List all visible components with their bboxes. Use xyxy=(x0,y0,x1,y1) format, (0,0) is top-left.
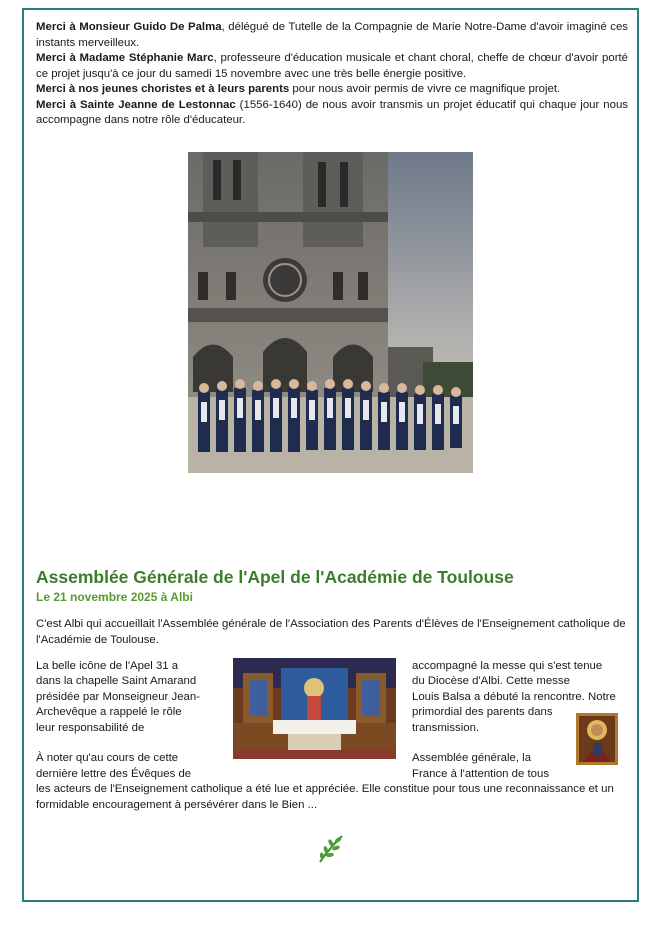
thanks-block xyxy=(36,20,628,129)
notre-dame-choir-photo xyxy=(188,152,473,473)
christ-icon-image xyxy=(576,713,618,765)
note-right-line: Assemblée générale, la xyxy=(412,752,532,764)
olive-branch-icon xyxy=(316,832,346,864)
left-line: La belle icône de l'Apel 31 a xyxy=(36,660,179,672)
thanks-guido: Merci à Monsieur Guido De Palma, délégué de Tutelle de la Compagnie de Marie Notre-Dame d'avoir imaginé ces instants merveilleux. xyxy=(36,21,628,49)
right-line: accompagné la messe qui s'est tenue xyxy=(412,660,603,672)
thanks-jeanne: Merci à Sainte Jeanne de Lestonnac (1556-1640) de nous avoir transmis un projet éducatif qui chaque jour nous accompagne dans notre rôle d'éducateur. xyxy=(36,98,628,126)
note-right-line: France à l'attention de tous xyxy=(412,768,550,780)
section-intro: C'est Albi qui accueillait l'Assemblée générale de l'Association des Parents d'Élèves de l'Enseignement catholique de l'Académie de Toulouse. xyxy=(36,618,626,646)
left-line: leur responsabilité de xyxy=(36,722,145,734)
right-line: du Diocèse d'Albi. Cette messe xyxy=(412,675,570,687)
thanks-choristers: Merci à nos jeunes choristes et à leurs parents pour nous avoir permis de vivre ce magnifique projet. xyxy=(36,83,561,95)
right-line: transmission. xyxy=(412,722,480,734)
right-line: primordial des parents dans xyxy=(412,706,553,718)
thanks-stephanie: Merci à Madame Stéphanie Marc, professeure d'éducation musicale et chant choral, cheffe de chœur d'avoir porté ce projet jusqu'à ce jour du samedi 15 novembre avec une très belle énergie positive. xyxy=(36,52,628,80)
section-date: Le 21 novembre 2025 à Albi xyxy=(36,590,193,604)
right-line: Louis Balsa a débuté la rencontre. Notre xyxy=(412,691,616,703)
closing-paragraph: les acteurs de l'Enseignement catholique a été lue et appréciée. Elle constitue pour tous une reconnaissance et un formidable encouragement à persévérer dans le Bien ... xyxy=(36,783,614,811)
note-left-line: dernière lettre des Évêques de xyxy=(36,768,192,780)
left-line: Archevêque a rappelé le rôle xyxy=(36,706,182,718)
section-title: Assemblée Générale de l'Apel de l'Académie de Toulouse xyxy=(36,567,514,587)
left-line: dans la chapelle Saint Amarand xyxy=(36,675,197,687)
chapel-altar-photo xyxy=(233,658,396,759)
note-left-line: À noter qu'au cours de cette xyxy=(36,752,179,764)
left-line: présidée par Monseigneur Jean- xyxy=(36,691,200,703)
